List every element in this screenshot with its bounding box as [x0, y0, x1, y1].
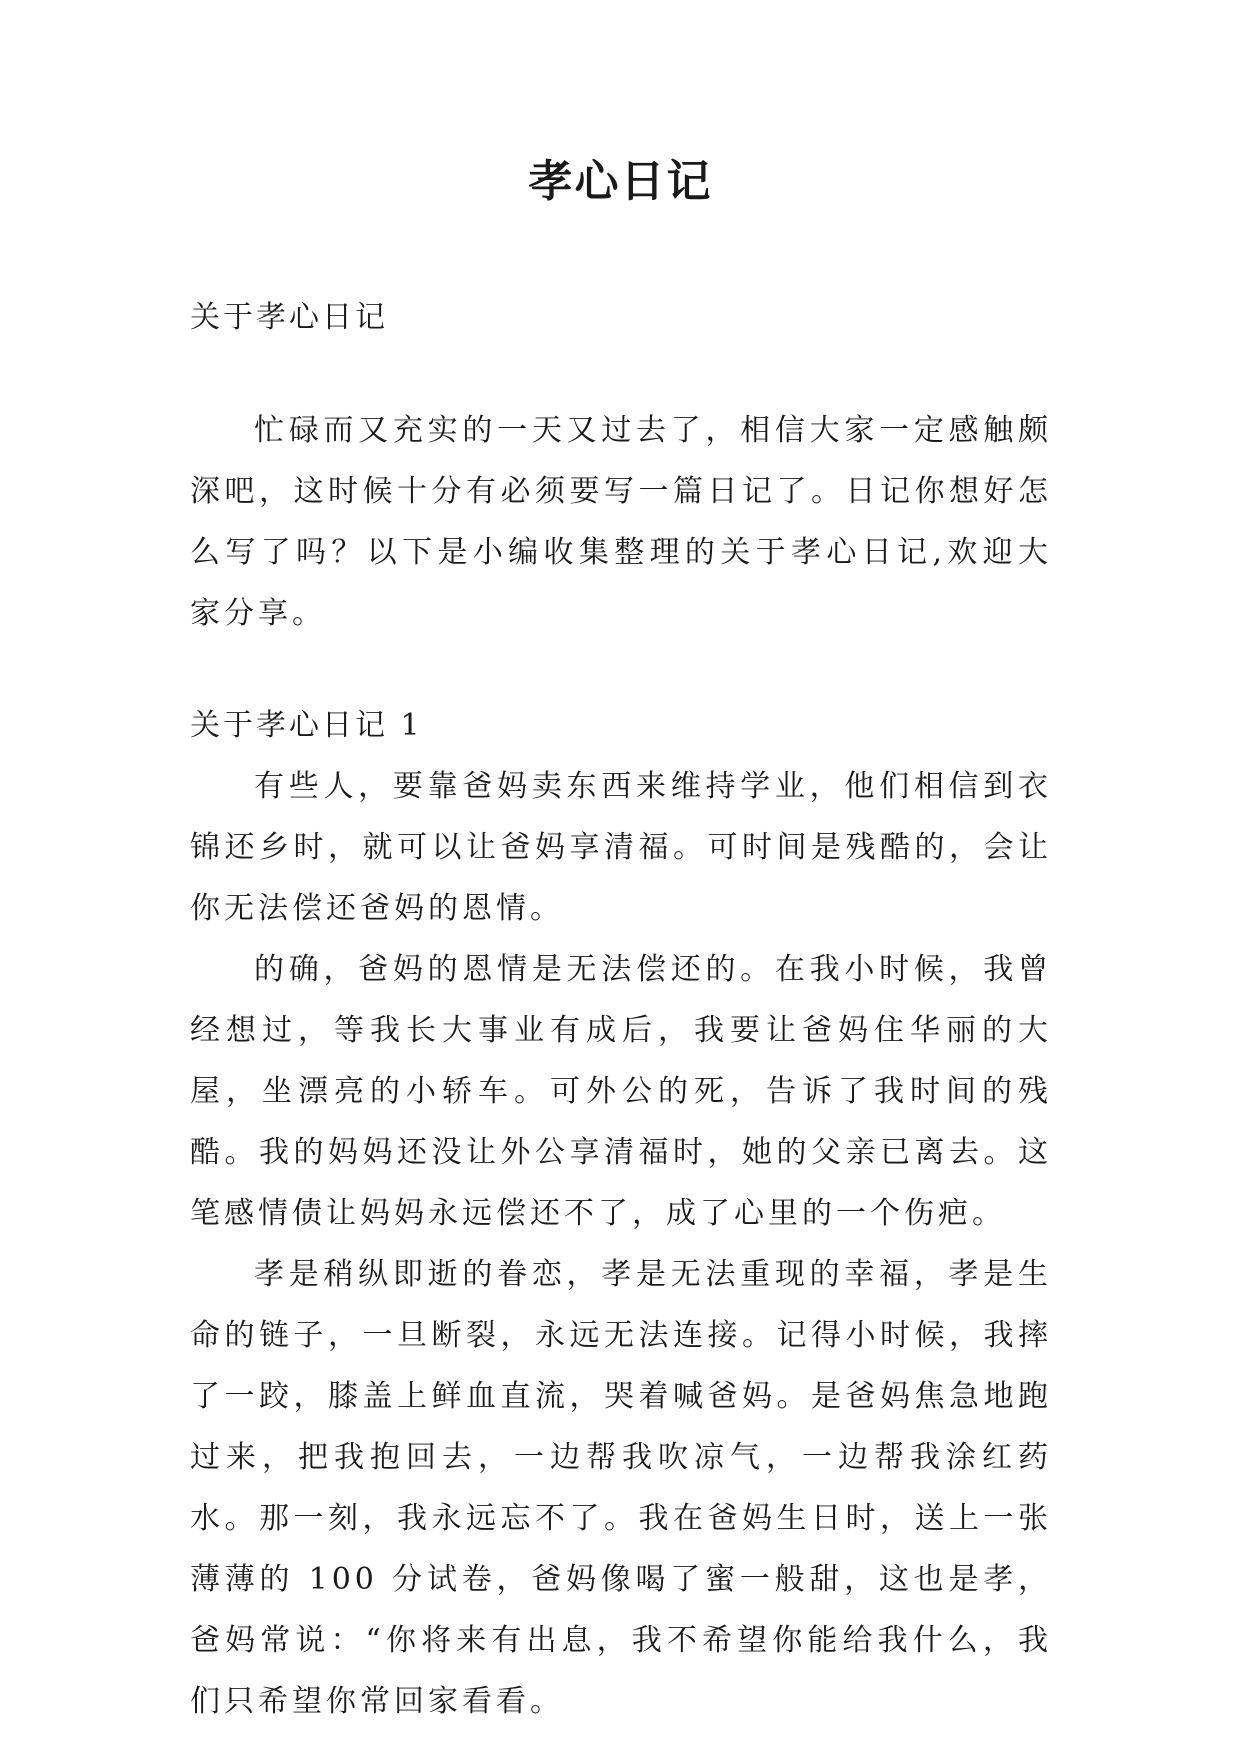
intro-heading: 关于孝心日记: [190, 300, 388, 335]
section1-paragraph: 有些人，要靠爸妈卖东西来维持学业，他们相信到衣锦还乡时，就可以让爸妈享清福。可时间是残酷的，会让你无法偿还爸妈的恩情。: [190, 769, 1052, 926]
section1-paragraph: 孝是稍纵即逝的眷恋，孝是无法重现的幸福，孝是生命的链子，一旦断裂，永远无法连接。记得小时候，我摔了一跤，膝盖上鲜血直流，哭着喊爸妈。是爸妈焦急地跑过来，把我抱回去，一边帮我吹凉气，一边帮我涂红药水。那一刻，我永远忘不了。我在爸妈生日时，送上一张薄薄的 100 分试卷，爸妈像喝了蜜一般甜，这也是孝，爸妈常说：“你将来有出息，我不希望你能给我什么，我们只希望你常回家看看。: [190, 1257, 1052, 1719]
document-body: [190, 288, 1052, 1732]
intro-paragraph: 忙碌而又充实的一天又过去了，相信大家一定感触颇深吧，这时候十分有必须要写一篇日记了。日记你想好怎么写了吗？以下是小编收集整理的关于孝心日记,欢迎大家分享。: [190, 413, 1052, 631]
document-title: 孝心日记: [528, 156, 713, 207]
spacer: [190, 348, 1052, 400]
spacer: [190, 644, 1052, 696]
section1-paragraph: 的确，爸妈的恩情是无法偿还的。在我小时候，我曾经想过，等我长大事业有成后，我要让爸妈住华丽的大屋，坐漂亮的小轿车。可外公的死，告诉了我时间的残酷。我的妈妈还没让外公享清福时，她的父亲已离去。这笔感情债让妈妈永远偿还不了，成了心里的一个伤疤。: [190, 952, 1052, 1231]
section1-heading: 关于孝心日记 1: [190, 708, 423, 743]
